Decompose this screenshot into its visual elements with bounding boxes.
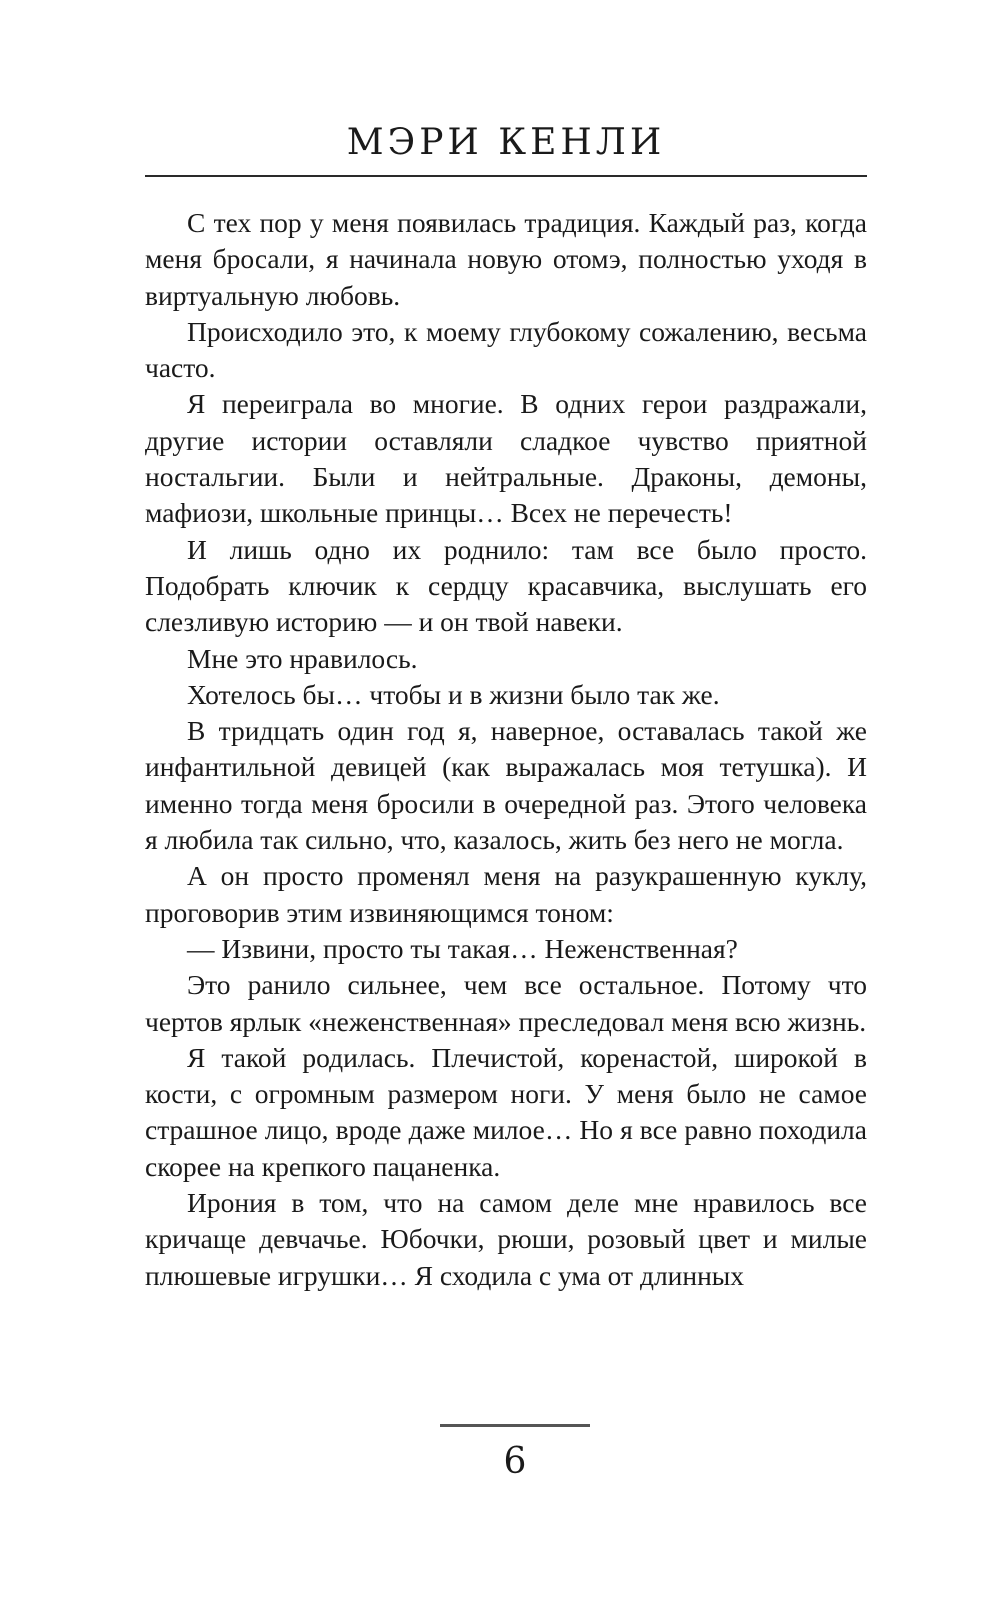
paragraph: С тех пор у меня появилась традиция. Каждый раз, когда меня бросали, я начинала новую отомэ, полностью уходя в виртуальную любовь.: [145, 207, 867, 311]
page-body: [145, 205, 867, 1294]
footer-rule: [440, 1424, 590, 1427]
paragraph: Мне это нравилось.: [187, 642, 418, 674]
header-rule: [145, 175, 867, 177]
paragraph: А он просто променял меня на разукрашенную куклу, проговорив этим извиняющимся тоном:: [145, 860, 867, 928]
paragraph: Происходило это, к моему глубокому сожалению, весьма часто.: [145, 315, 867, 384]
dialogue-line: — Извини, просто ты такая… Неженственная?: [187, 932, 738, 964]
paragraph: Ирония в том, что на самом деле мне нравилось все кричаще девчачье. Юбочки, рюши, розовый цвет и милые плюшевые игрушки… Я сходила с ума от длинных: [145, 1187, 867, 1291]
paragraph: Хотелось бы… чтобы и в жизни было так же.: [187, 678, 720, 710]
paragraph: И лишь одно их роднило: там все было просто. Подобрать ключик к сердцу красавчика, выслушать его слезливую историю — и он твой навеки.: [145, 533, 867, 638]
paragraph: В тридцать один год я, наверное, оставалась такой же инфантильной девицей (как выражалась моя тетушка). И именно тогда меня бросили в очередной раз. Этого человека я любила так сильно, что, казалось, жить без него не могла.: [145, 715, 867, 856]
paragraph: Я такой родилась. Плечистой, коренастой, широкой в кости, с огромным размером ноги. У меня было не самое страшное лицо, вроде даже милое… Но я все равно походила скорее на крепкого пацаненка.: [145, 1041, 867, 1182]
paragraph: Я переиграла во многие. В одних герои раздражали, другие истории оставляли сладкое чувство приятной ностальгии. Были и нейтральные. Драконы, демоны, мафиози, школьные принцы… Всех не перечесть!: [145, 388, 867, 529]
paragraph: Это ранило сильнее, чем все остальное. Потому что чертов ярлык «неженственная» преследовал меня всю жизнь.: [145, 969, 867, 1037]
running-head-author: МЭРИ КЕНЛИ: [346, 122, 666, 163]
page-number: 6: [503, 1441, 527, 1482]
